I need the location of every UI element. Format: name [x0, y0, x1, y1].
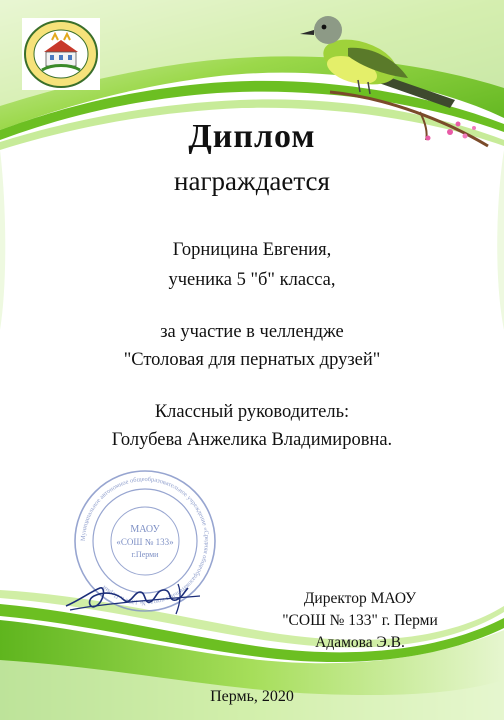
diploma-title: Диплом — [188, 118, 316, 155]
city-year: Пермь, 2020 — [210, 688, 294, 705]
stamp-ring-text: Муниципальное автономное общеобразовательное учреждение «Средняя общеобразовательная школа № 133» г. Перми — [79, 475, 211, 607]
stamp-center-line-3: г.Перми — [131, 550, 159, 559]
diploma-subtitle: награждается — [174, 166, 330, 196]
reason-line-2: "Столовая для пернатых друзей" — [123, 350, 381, 370]
reason-line-1: за участие в челлендже — [160, 322, 344, 342]
director-line-3: Адамова Э.В. — [315, 634, 405, 651]
director-signature-icon — [60, 570, 210, 620]
recipient-name: Горницина Евгения, — [172, 240, 332, 260]
teacher-name: Голубева Анжелика Владимировна. — [111, 430, 393, 450]
director-line-1: Директор МАОУ — [303, 590, 417, 607]
teacher-label: Классный руководитель: — [154, 402, 350, 422]
school-emblem-icon — [22, 18, 100, 90]
stamp-center-line-2: «СОШ № 133» — [116, 537, 174, 547]
director-line-2: "СОШ № 133" г. Перми — [282, 612, 438, 629]
stamp-center-line-1: МАОУ — [130, 524, 160, 535]
recipient-class: ученика 5 "б" класса, — [168, 270, 336, 290]
